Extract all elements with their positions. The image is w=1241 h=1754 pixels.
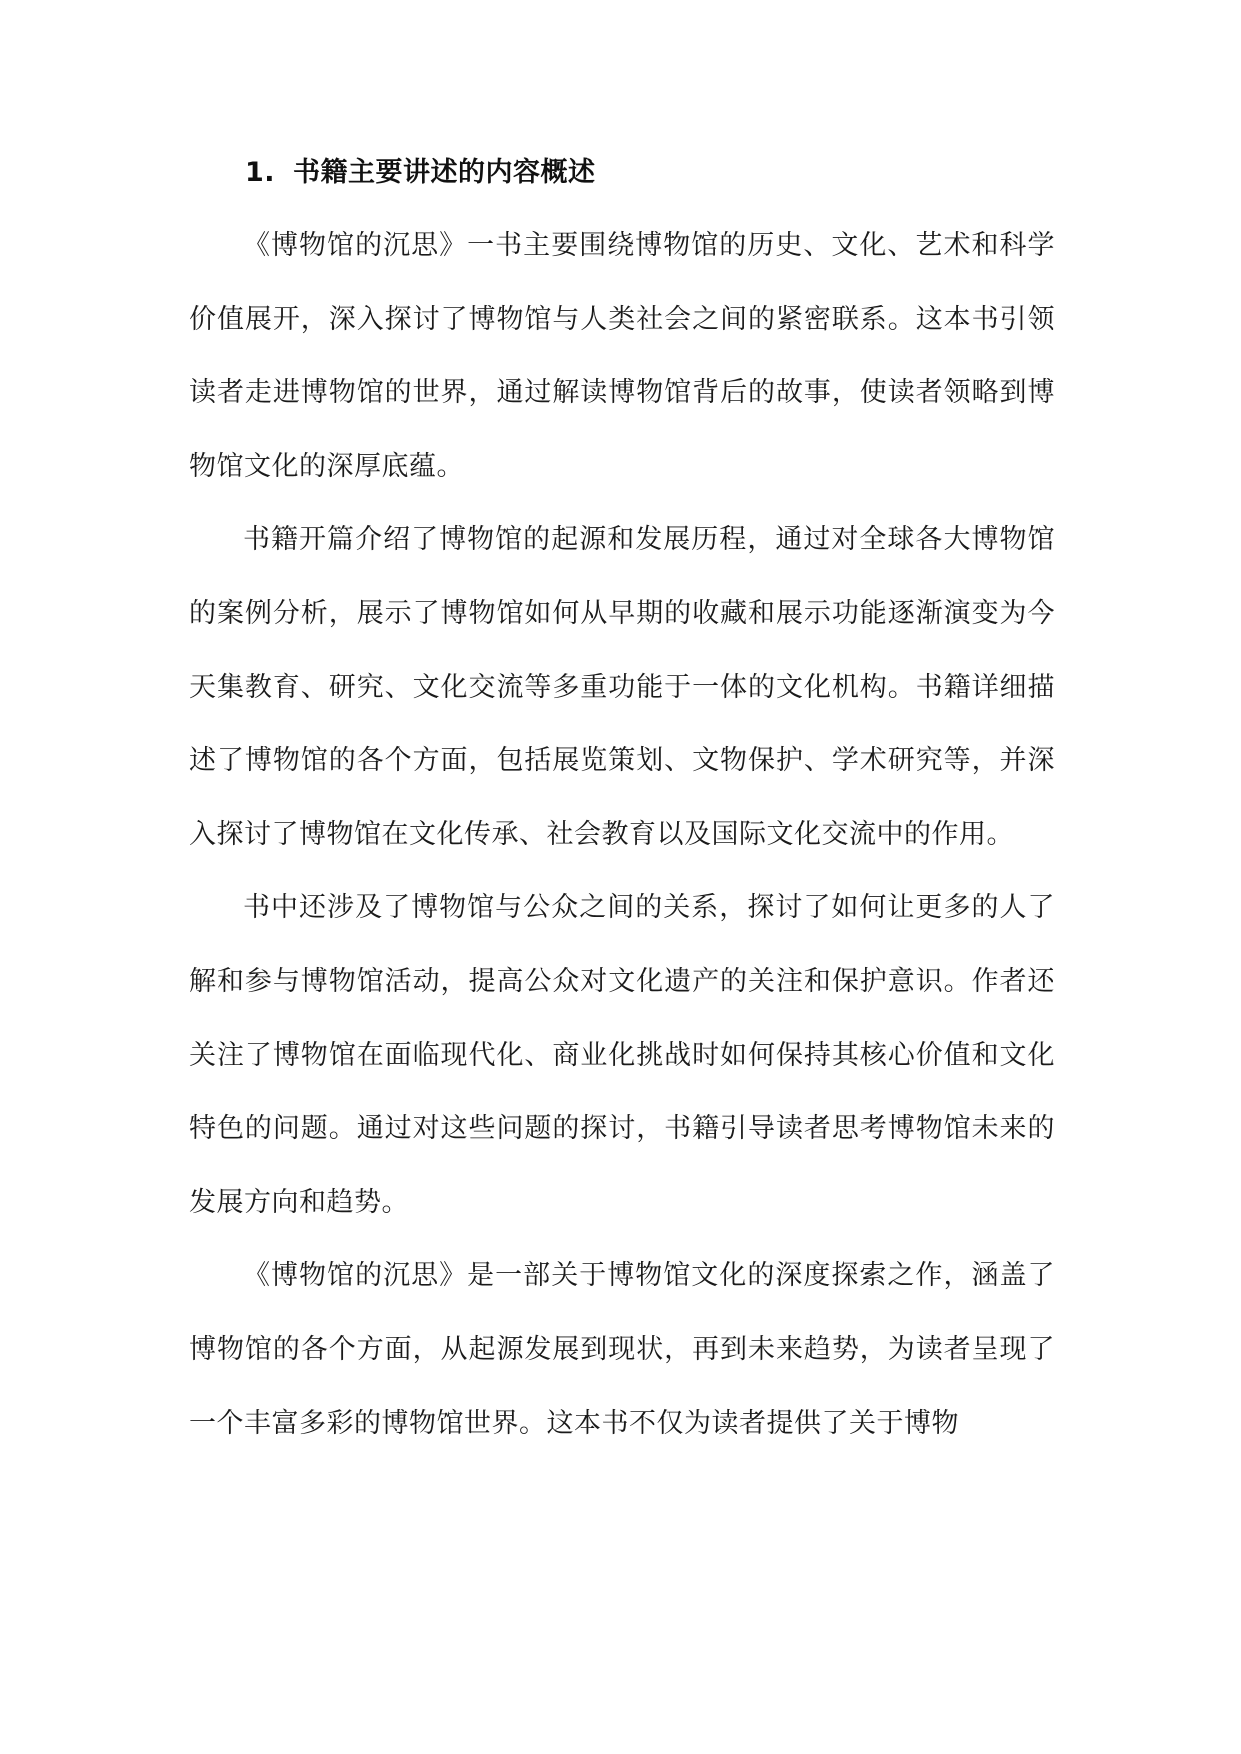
- paragraph: 《博物馆的沉思》是一部关于博物馆文化的深度探索之作，涵盖了博物馆的各个方面，从起源发展到现状，再到未来趋势，为读者呈现了一个丰富多彩的博物馆世界。这本书不仅为读者提供了关于博物: [189, 1260, 1055, 1439]
- page-content: [189, 145, 1055, 1460]
- section-number: 1.: [245, 157, 276, 188]
- paragraph: 书中还涉及了博物馆与公众之间的关系，探讨了如何让更多的人了解和参与博物馆活动，提高公众对文化遗产的关注和保护意识。作者还关注了博物馆在面临现代化、商业化挑战时如何保持其核心价值和文化特色的问题。通过对这些问题的探讨，书籍引导读者思考博物馆未来的发展方向和趋势。: [189, 892, 1055, 1218]
- section-heading: [189, 145, 1055, 201]
- section-title: 书籍主要讲述的内容概述: [293, 157, 596, 188]
- paragraph: 《博物馆的沉思》一书主要围绕博物馆的历史、文化、艺术和科学价值展开，深入探讨了博物馆与人类社会之间的紧密联系。这本书引领读者走进博物馆的世界，通过解读博物馆背后的故事，使读者领略到博物馆文化的深厚底蕴。: [189, 230, 1055, 482]
- paragraph: 书籍开篇介绍了博物馆的起源和发展历程，通过对全球各大博物馆的案例分析，展示了博物馆如何从早期的收藏和展示功能逐渐演变为今天集教育、研究、文化交流等多重功能于一体的文化机构。书籍详细描述了博物馆的各个方面，包括展览策划、文物保护、学术研究等，并深入探讨了博物馆在文化传承、社会教育以及国际文化交流中的作用。: [189, 524, 1055, 850]
